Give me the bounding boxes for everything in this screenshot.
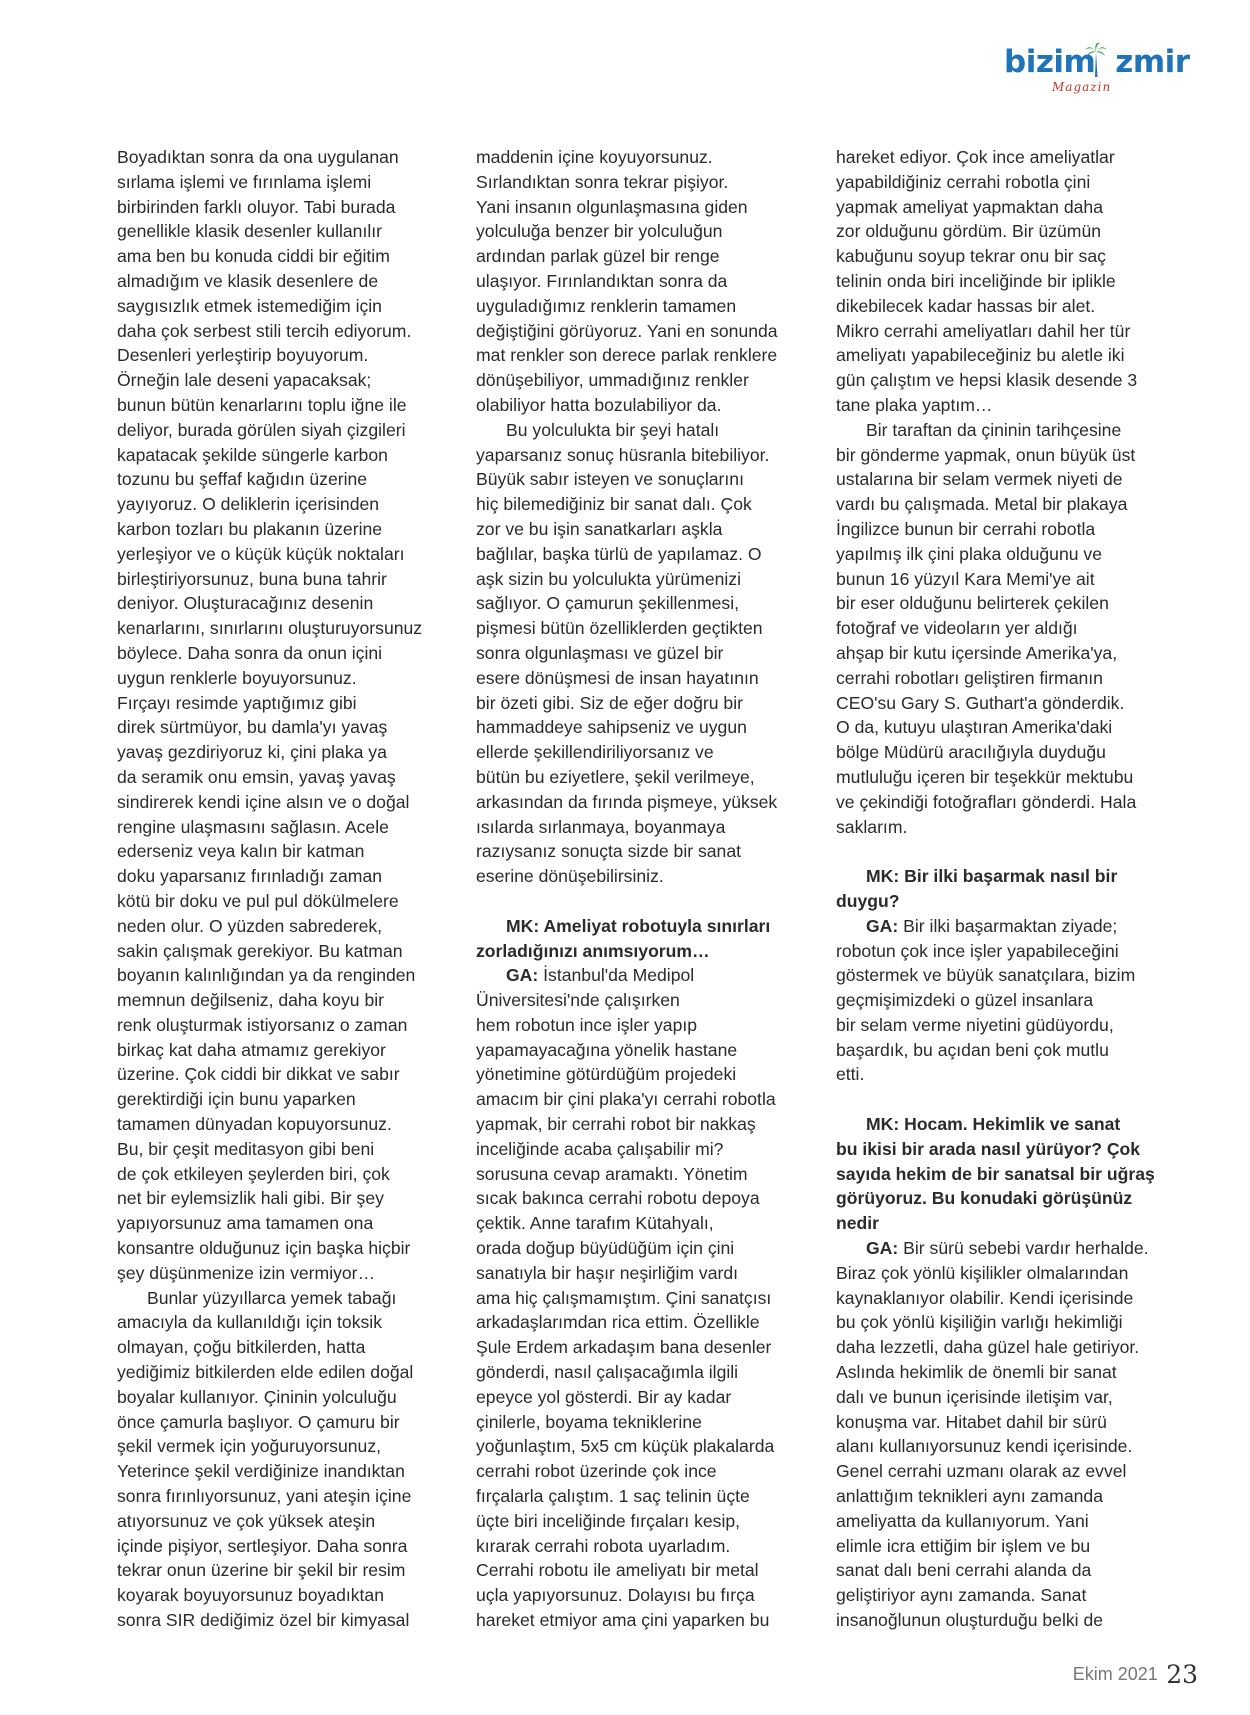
text-line: ameliyatta da kullanıyorum. Yani [836,1510,1089,1531]
speaker-label: GA: [506,965,539,986]
text-line: ahşap bir kutu içersinde Amerika'ya, [836,642,1118,663]
text-line: nedir [836,1213,880,1234]
text-line: mat renkler son derece parlak renklere [476,345,778,366]
text-line: kenarlarını, sınırlarını oluşturuyorsunuz [117,618,423,639]
text-line: Bu yolculukta bir şeyi hatalı [506,419,720,440]
text-line: de çok etkileyen şeylerden biri, çok [117,1163,390,1184]
text-line: neden olur. O yüzden sabrederek, [117,915,383,936]
text-line: ustalarına bir selam vermek niyeti de [836,469,1123,490]
text-line: Sırlandıktan sonra tekrar pişiyor. [476,171,729,192]
text-line: duygu? [836,890,900,911]
text-line: Biraz çok yönlü kişilikler olmalarından [836,1262,1129,1283]
text-line: kapatacak şekilde süngerle karbon [117,444,388,465]
text-line: vardı bu çalışmada. Metal bir plakaya [836,494,1128,515]
text-line: ulaşıyor. Fırınlandıktan sonra da [476,270,728,291]
text-line: ardından parlak güzel bir renge [476,246,720,267]
text-line: robotun çok ince işler yapabileceğini [836,940,1119,961]
text-line: Örneğin lale deseni yapacaksak; [117,370,372,391]
text-line: Fırçayı resimde yaptığımız gibi [117,692,357,713]
text-line: içinde pişiyor, sertleşiyor. Daha sonra [117,1535,408,1556]
text-line: önce çamurla başlıyor. O çamuru bir [117,1411,400,1432]
text-line: hiç bilemediğiniz bir sanat dalı. Çok [476,494,752,515]
text-line: kabuğunu soyup tekrar onu bir saç [836,246,1106,267]
text-line: ederseniz veya kalın bir katman [117,841,365,862]
text-line: sıcak bakınca cerrahi robotu depoya [476,1188,760,1209]
text-line: değiştiğini görüyoruz. Yani en sonunda [476,320,778,341]
text-line: genellikle klasik desenler kullanılır [117,221,383,242]
text-line: mutluluğu içeren bir teşekkür mektubu [836,766,1134,787]
text-line: sanatıyla bir haşır neşirliğim vardı [476,1262,739,1283]
text-line: olabiliyor hatta bozulabiliyor da. [476,394,722,415]
text-line [836,914,1176,939]
text-line: Aslında hekimlik de önemli bir sanat [836,1362,1117,1383]
text-line: kaynaklanıyor olabilir. Kendi içerisinde [836,1287,1134,1308]
text-line: dikebilecek kadar hassas bir alet. [836,295,1096,316]
text-line: Şule Erdem arkadaşım bana desenler [476,1337,772,1358]
text-line: koyarak boyuyorsunuz boyadıktan [117,1585,384,1606]
text-line: olmayan, çoğu bitkilerden, hatta [117,1337,366,1358]
text-line: uygun renklerle boyuyorsunuz. [117,667,357,688]
text-line: sonra olgunlaşması ve güzel bir [476,642,724,663]
text-line: MK: Ameliyat robotuyla sınırları [506,915,771,936]
text-line: memnun değilseniz, daha koyu bir [117,990,384,1011]
text-line: elimle icra ettiğim bir işlem ve bu [836,1535,1091,1556]
text-line: boyalar kullanıyor. Çininin yolculuğu [117,1386,397,1407]
text-line: amacım bir çini plaka'yı cerrahi robotla [476,1089,776,1110]
text-line: bir özeti gibi. Siz de eğer doğru bir [476,692,743,713]
text-line: ameliyatı yapabileceğiniz bu aletle iki [836,345,1125,366]
text-line: birleştiriyorsunuz, buna buna tahrir [117,568,387,589]
text-line: yavaş gezdiriyoruz ki, çini plaka ya [117,742,387,763]
text-line: renk oluşturmak istiyorsanız o zaman [117,1014,408,1035]
text-line [836,1236,1176,1261]
text-line: yerleşiyor ve o küçük küçük noktaları [117,543,405,564]
text-line: sanat dalı beni cerrahi alanda da [836,1560,1092,1581]
text-line: Genel cerrahi uzmanı olarak az evvel [836,1461,1127,1482]
text-line: ve çekindiği fotoğrafları gönderdi. Hala [836,791,1137,812]
text-line: bunun bütün kenarlarını toplu iğne ile [117,394,407,415]
text-line: bütün bu eziyetlere, şekil verilmeye, [476,766,755,787]
text-line: sonra fırınlıyorsunuz, yani ateşin içine [117,1486,412,1507]
text-line: şekil vermek için yoğuruyorsunuz, [117,1436,382,1457]
brand-name: bizim zmir [1004,44,1190,80]
text-line: sakin çalışmak gerekiyor. Bu katman [117,940,403,961]
text-line: şey düşünmenize izin vermiyor… [117,1262,376,1283]
page-footer [1073,1660,1198,1689]
text-line: yediğimiz bitkilerden elde edilen doğal [117,1362,414,1383]
paragraph-gap [476,889,816,914]
text-line: alanı kullanıyorsunuz kendi içerisinde. [836,1436,1133,1457]
text-line: doku yaparsanız fırınladığı zaman [117,866,383,887]
speaker-label: GA: [866,915,899,936]
text-line: MK: Bir ilki başarmak nasıl bir [866,866,1118,887]
text-line: Büyük sabır isteyen ve sonuçlarını [476,469,744,490]
text-line: sorusuna cevap aramaktı. Yönetim [476,1163,748,1184]
text-line: pişmesi bütün özelliklerden geçtikten [476,618,763,639]
text-line: zorladığınızı anımsıyorum… [476,940,710,961]
text-line: bir selam verme niyetini güdüyordu, [836,1014,1114,1035]
text-line: bir gönderme yapmak, onun büyük üst [836,444,1136,465]
text-line: eserine dönüşebilirsiniz. [476,866,664,887]
text-line: yayıyoruz. O deliklerin içerisinden [117,494,380,515]
text-line: yapmak ameliyat yapmaktan daha [836,196,1103,217]
text-line: yapıyorsunuz ama tamamen ona [117,1213,374,1234]
text-line: ama ben bu konuda ciddi bir eğitim [117,246,390,267]
text-line: çinilerle, boyama tekniklerine [476,1411,702,1432]
text-line: zor olduğunu gördüm. Bir üzümün [836,221,1102,242]
text-line: Bir taraftan da çininin tarihçesine [866,419,1122,440]
text-line: Bu, bir çeşit meditasyon gibi beni [117,1138,375,1159]
text-line: çektik. Anne tarafım Kütahyalı, [476,1213,714,1234]
paragraph-gap [836,1087,1176,1112]
text-line: İngilizce bunun bir cerrahi robotla [836,518,1096,539]
text-line: atıyorsunuz ve çok yüksek ateşin [117,1510,376,1531]
text-line: tane plaka yaptım… [836,394,993,415]
text-line: gün çalıştım ve hepsi klasik desende 3 [836,370,1138,391]
text-line: bölge Müdürü aracılığıyla duyduğu [836,742,1106,763]
text-line: deliyor, burada görülen siyah çizgileri [117,419,406,440]
text-line: uçla yapıyorsunuz. Dolayısı bu fırça [476,1585,755,1606]
text-line: yapılmış ilk çini plaka olduğunu ve [836,543,1103,564]
text-line: orada doğup büyüdüğüm için çini [476,1238,735,1259]
text-line: ısılarda sırlanmaya, boyanmaya [476,816,726,837]
text-line: Boyadıktan sonra da ona uygulanan [117,147,399,167]
text-line: daha lezzetli, daha güzel hale getiriyor. [836,1337,1140,1358]
text-line: sağlıyor. O çamurun şekillenmesi, [476,593,740,614]
page-number: 23 [1166,1660,1198,1689]
text-line: net bir eylemsizlik hali gibi. Bir şey [117,1188,384,1209]
text-line: fotoğraf ve videoların yer aldığı [836,618,1078,639]
text-line: Mikro cerrahi ameliyatları dahil her tür [836,320,1131,341]
text-column-1 [117,145,457,1633]
paragraph-gap [836,839,1176,864]
text-line: sindirerek kendi içine alsın ve o doğal [117,791,410,812]
text-line: göstermek ve büyük sanatçılara, bizim [836,965,1136,986]
text-line: arkasından da fırında pişmeye, yüksek [476,791,778,812]
text-line: epeyce yol gösterdi. Bir ay kadar [476,1386,732,1407]
text-line: deniyor. Oluşturacağınız desenin [117,593,374,614]
text-line: karbon tozları bu plakanın üzerine [117,518,383,539]
text-line: sayıda hekim de bir sanatsal bir uğraş [836,1163,1155,1184]
text-line: yapmak, bir cerrahi robot bir nakkaş [476,1114,756,1135]
text-line: birkaç kat daha atmamız gerekiyor [117,1039,386,1060]
text-line: esere dönüşmesi de insan hayatının [476,667,759,688]
text-line: anlattığım teknikleri aynı zamanda [836,1486,1103,1507]
text-line: almadığım ve klasik desenlere de [117,270,379,291]
text-line: Bunlar yüzyıllarca yemek tabağı [147,1287,397,1308]
brand-logo [1004,44,1204,106]
text-line: geliştiriyor aynı zamanda. Sanat [836,1585,1087,1606]
text-line: O da, kutuyu ulaştıran Amerika'daki [836,717,1113,738]
text-line: konsantre olduğunuz için başka hiçbir [117,1238,411,1259]
text-line: böylece. Daha sonra da onun içini [117,642,383,663]
text-line-rest: İstanbul'da Medipol [538,965,695,986]
text-line: fırçalarla çalıştım. 1 saç telinin üçte [476,1486,750,1507]
text-line: sonra SIR dediğimiz özel bir kimyasal [117,1610,410,1631]
text-line: arkadaşlarımdan rica ettim. Özellikle [476,1312,760,1333]
text-line: ama hiç çalışmamıştım. Çini sanatçısı [476,1287,772,1308]
text-line: yolculuğa benzer bir yolculuğun [476,221,723,242]
text-line: başardık, bu açıdan beni çok mutlu [836,1039,1109,1060]
text-line: kırarak cerrahi robota uyarladım. [476,1535,731,1556]
text-line: tozunu bu şeffaf kağıdın üzerine [117,469,368,490]
text-line: Desenleri yerleştirip boyuyorum. [117,345,369,366]
text-line: bir eser olduğunu belirterek çekilen [836,593,1109,614]
issue-date: Ekim 2021 [1072,1664,1158,1684]
text-line: yaparsanız sonuç hüsranla bitebiliyor. [476,444,770,465]
text-column-3 [836,145,1176,1633]
text-line: gerektirdiği için bunu yaparken [117,1089,356,1110]
text-line: tekrar onun üzerine bir şekil bir resim [117,1560,406,1581]
text-line: Üniversitesi'nde çalışırken [476,990,680,1011]
text-line: bunun 16 yüzyıl Kara Memi'ye ait [836,568,1095,589]
text-line: sırlama işlemi ve fırınlama işlemi [117,171,372,192]
brand-subtitle: Magazin [1052,80,1112,94]
text-line: cerrahi robotları geliştiren firmanın [836,667,1103,688]
text-line: Yani insanın olgunlaşmasına giden [476,196,748,217]
speaker-label: GA: [866,1238,899,1259]
text-line: CEO'su Gary S. Guthart'a gönderdik. [836,692,1125,713]
text-line: bağlılar, başka türlü de yapılamaz. O [476,543,762,564]
text-line: daha çok serbest stili tercih ediyorum. [117,320,412,341]
text-line: konuşma var. Hitabet dahil bir sürü [836,1411,1107,1432]
text-line: inceliğinde acaba çalışabilir mi? [476,1138,724,1159]
text-line: amacıyla da kullanıldığı için toksik [117,1312,383,1333]
text-line: Cerrahi robotu ile ameliyatı bir metal [476,1560,759,1581]
text-line: aşk sizin bu yolculukta yürümenizi [476,568,741,589]
text-line: hem robotun ince işler yapıp [476,1014,698,1035]
text-line: yapamayacağına yönelik hastane [476,1039,738,1060]
text-line: görüyoruz. Bu konudaki görüşünüz [836,1188,1133,1209]
text-line: bu ikisi bir arada nasıl yürüyor? Çok [836,1138,1141,1159]
text-line: cerrahi robot üzerinde çok ince [476,1461,717,1482]
text-line: bu çok yönlü kişiliğin varlığı hekimliği [836,1312,1123,1333]
text-line: boyanın kalınlığından ya da renginden [117,965,416,986]
text-line: saygısızlık etmek istemediğim için [117,295,382,316]
palm-tree-icon [1085,42,1107,78]
text-line: birbirinden farklı oluyor. Tabi burada [117,196,396,217]
text-line: Yeterince şekil verdiğinize inandıktan [117,1461,405,1482]
text-line: geçmişimizdeki o güzel insanlara [836,990,1094,1011]
text-line: MK: Hocam. Hekimlik ve sanat [866,1114,1121,1135]
text-line: hammaddeye sahipseniz ve uygun [476,717,747,738]
text-column-2 [476,145,816,1633]
text-line: yönetimine götürdüğüm projedeki [476,1064,737,1085]
text-line-rest: Bir ilki başarmaktan ziyade; [898,915,1118,936]
text-line: insanoğlunun oluşturduğu belki de [836,1610,1104,1631]
text-line-rest: Bir sürü sebebi vardır herhalde. [898,1238,1149,1259]
text-line: yapabildiğiniz cerrahi robotla çini [836,171,1091,192]
text-line: da seramik onu emsin, yavaş yavaş [117,766,396,787]
text-line: hareket ediyor. Çok ince ameliyatlar [836,147,1115,167]
text-line: ellerde şekillendiriliyorsanız ve [476,742,714,763]
text-line: uyguladığımız renklerin tamamen [476,295,737,316]
text-line: hareket etmiyor ama çini yaparken bu [476,1610,770,1631]
text-line [476,963,816,988]
text-line: telinin onda biri inceliğinde bir iplikle [836,270,1116,291]
text-line: tamamen dünyadan kopuyorsunuz. [117,1114,392,1135]
text-line: etti. [836,1064,865,1085]
text-line: rengine ulaşmasını sağlasın. Acele [117,816,389,837]
text-line: gönderdi, nasıl çalışacağımla ilgili [476,1362,739,1383]
text-line: maddenin içine koyuyorsunuz. [476,147,713,167]
text-line: direk sürtmüyor, bu damla'yı yavaş [117,717,388,738]
text-line: üçte biri inceliğinde fırçaları kesip, [476,1510,741,1531]
text-line: üzerine. Çok ciddi bir dikkat ve sabır [117,1064,400,1085]
text-line: kötü bir doku ve pul pul dökülmelere [117,890,399,911]
text-line: dönüşebiliyor, ummadığınız renkler [476,370,749,391]
text-line: saklarım. [836,816,908,837]
text-line: dalı ve bunun içerisinde iletişim var, [836,1386,1113,1407]
text-line: razıysanız sonuçta sizde bir sanat [476,841,742,862]
text-line: yoğunlaştım, 5x5 cm küçük plakalarda [476,1436,775,1457]
text-line: zor ve bu işin sanatkarları aşkla [476,518,723,539]
